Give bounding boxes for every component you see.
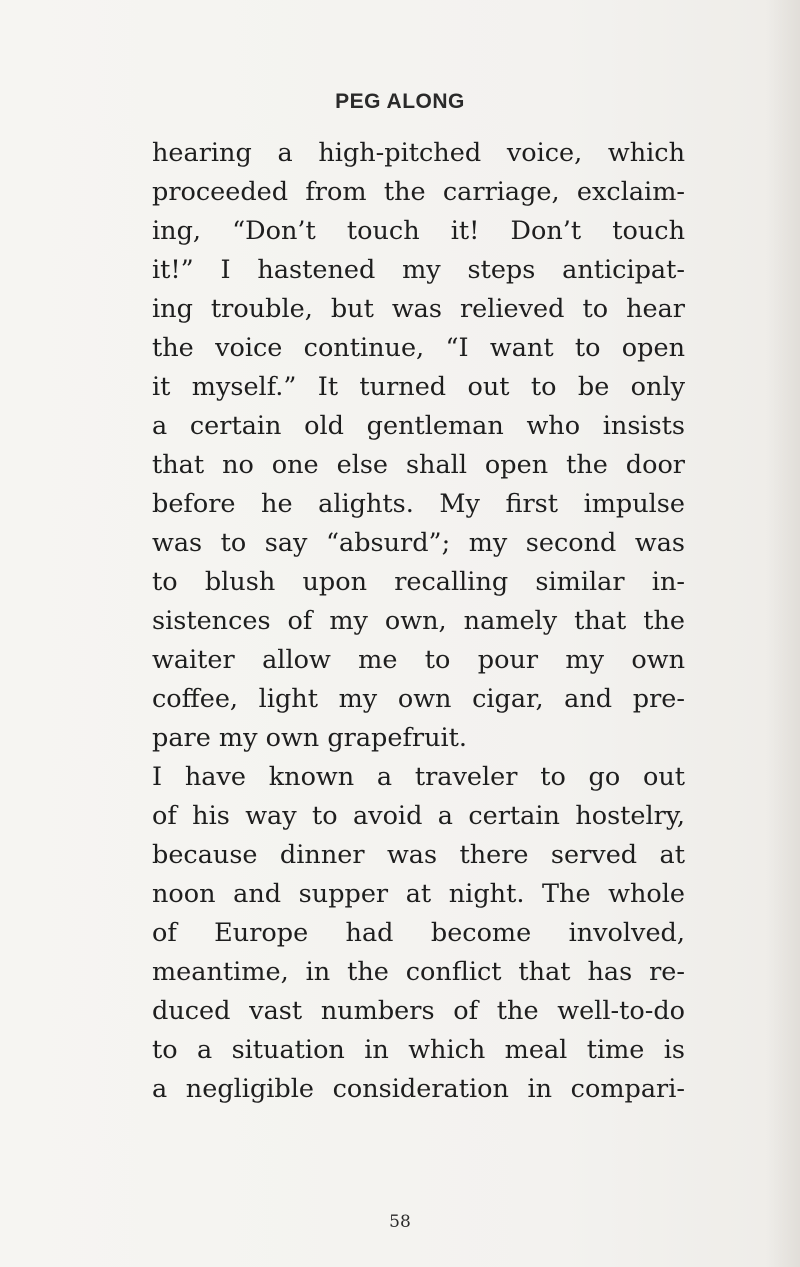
text-line: of Europe had become involved,	[152, 918, 685, 948]
text-line: ing, “Don’t touch it! Don’t touch	[152, 216, 685, 246]
text-line: hearing a high-pitched voice, which	[152, 138, 685, 168]
text-line: of his way to avoid a certain hostelry,	[152, 801, 685, 831]
text-line: because dinner was there served at	[152, 840, 685, 870]
text-line: sistences of my own, namely that the	[152, 606, 685, 636]
text-line: I have known a traveler to go out	[152, 762, 685, 792]
text-line: noon and supper at night. The whole	[152, 879, 685, 909]
text-line: it!” I hastened my steps anticipat-	[152, 255, 685, 285]
text-line: pare my own grapefruit.	[152, 723, 468, 753]
text-line: that no one else shall open the door	[152, 450, 685, 480]
body-text	[152, 134, 685, 1109]
text-line: before he alights. My first impulse	[152, 489, 685, 519]
running-head: PEG ALONG	[335, 90, 465, 113]
text-line: was to say “absurd”; my second was	[152, 528, 685, 558]
page-edge-shadow	[766, 0, 800, 1267]
text-line: it myself.” It turned out to be only	[152, 372, 685, 402]
text-line: meantime, in the conflict that has re-	[152, 957, 685, 987]
text-line: the voice continue, “I want to open	[152, 333, 685, 363]
text-line: a certain old gentleman who insists	[152, 411, 685, 441]
text-line: coffee, light my own cigar, and pre-	[152, 684, 685, 714]
page-number: 58	[389, 1212, 411, 1232]
text-line: waiter allow me to pour my own	[152, 645, 685, 675]
text-line: ing trouble, but was relieved to hear	[152, 294, 685, 324]
text-line: duced vast numbers of the well-to-do	[152, 996, 685, 1026]
text-line: to blush upon recalling similar in-	[152, 567, 685, 597]
text-line: proceeded from the carriage, exclaim-	[152, 177, 685, 207]
text-line: a negligible consideration in compari-	[152, 1074, 685, 1104]
text-line: to a situation in which meal time is	[152, 1035, 685, 1065]
